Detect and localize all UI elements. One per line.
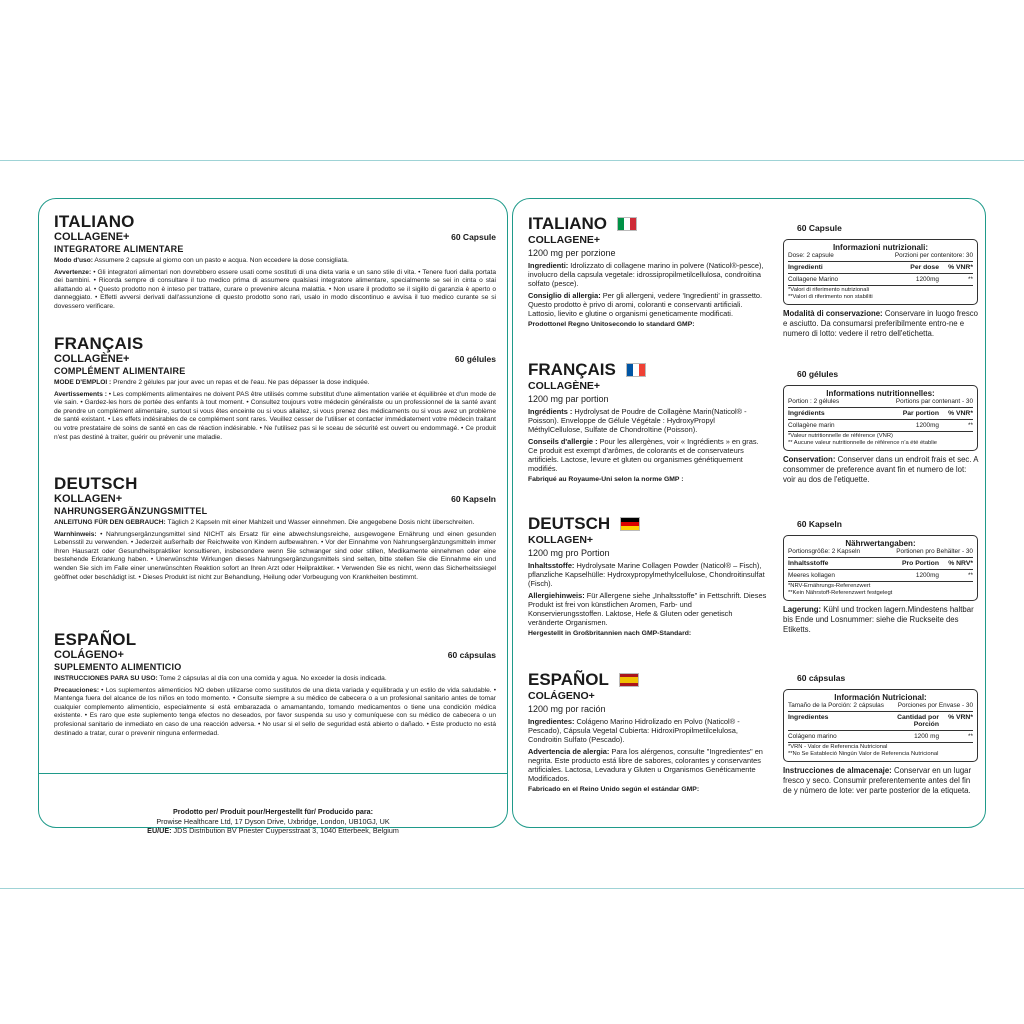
top-frame-line [0, 160, 1024, 161]
italy-flag-icon [617, 217, 637, 231]
usage-text: Modo d'uso: Assumere 2 capsule al giorno con un pasto e acqua. Non eccedere la dose consigliata. [54, 257, 349, 264]
product-name: COLÁGENO+ [54, 649, 124, 661]
capsule-count: 60 Kapseln [451, 494, 496, 504]
capsule-count: 60 Capsule [451, 232, 496, 242]
warnings-panel [38, 198, 508, 836]
left-section-francais [54, 335, 496, 442]
made-in-text: Hergestellt in Großbritannien nach GMP-Standard: [528, 630, 692, 637]
nutrition-table: Nährwertangaben: Portionsgröße: 2 Kapseln Portionen pro Behälter - 30 Inhaltsstoffe Pro Portion % NRV* Meeres kollagen 1200mg ** *NRV-Ernährungs-Referenzwert **Kein Nährstoff-Referenzwert festgelegt [783, 535, 978, 601]
usage-text: INSTRUCCIONES PARA SU USO: Tome 2 cápsulas al día con una comida y agua. No exceder la dosis indicada. [54, 675, 387, 682]
dose-per-serving: 1200 mg pro Portion [528, 548, 610, 558]
language-title: ITALIANO [54, 212, 135, 231]
ingredients-text: Ingrédients : Hydrolysat de Poudre de Collagène Marin(Naticol® - Poisson). Enveloppe de Gélule Végétale : HydroxyPropyl MéthylCellulose, Sulfate de Chondroïtine (Poisson). [528, 407, 747, 434]
capsule-count: 60 cápsulas [447, 650, 496, 660]
product-name: COLLAGENE+ [54, 231, 130, 243]
dose-per-serving: 1200 mg por ración [528, 704, 606, 714]
dose-per-serving: 1200 mg per porzione [528, 248, 616, 258]
language-title: DEUTSCH [54, 474, 138, 493]
ingredients-text: Ingredienti: Idrolizzato di collagene marino in polvere (Naticol®-pesce), involucro della capsula vegetale: idrossipropilmetilcellulosa, condroitina solfato (pesce). [528, 261, 764, 288]
product-category: COMPLÉMENT ALIMENTAIRE [54, 366, 186, 376]
made-in-text: Fabriqué au Royaume-Uni selon la norme GMP : [528, 476, 684, 483]
language-title: FRANÇAIS [54, 334, 144, 353]
france-flag-icon [626, 363, 646, 377]
capsule-count: 60 Capsule [797, 223, 842, 233]
product-name: KOLLAGEN+ [54, 493, 123, 505]
warnings-text: Avertissements : • Les compléments alimentaires ne doivent PAS être utilisés comme substitut d'une alimentation variée et équilibrée et d'un mode de vie sain. • Gardez-les hors de portée des enfants à tout moment. • Consultez toujours votre médecin généraliste ou un professionnel de la santé avant de prendre un complément alimentaire, surtout si vous êtes enceinte ou si vous allaitez, si vous prenez des médicaments ou si vous avez un problème de santé existant. • Les effets indésirables de ce complément sont rares. Veuillez cesser de l'utiliser et contacter immédiatement votre médecin traitant ou votre prestataire de soins de santé en cas de réaction indésirable. • Ne l'utilisez pas si le sceau de sécurité est ouvert ou endommagé. • Ce produit n'est pas destiné à traiter, guérir ou prévenir une maladie. [54, 390, 496, 441]
storage-text: Modalità di conservazione: Conservare in luogo fresco e asciutto. Da consumarsi preferibilmente entro-ne e numero di lotto: vedere il retro dell'etichetta. [783, 309, 979, 338]
product-name: COLLAGÈNE+ [528, 380, 601, 392]
nutrition-table: Informations nutritionnelles: Portion : 2 gélules Portions par contenant - 30 Ingrédients Par portion % VNR* Collagène marin 1200mg ** *Valeur nutritionnelle de référence (VNR) ** Aucune valeur nutritionnelle de référence n'a été établie [783, 385, 978, 451]
allergy-text: Conseils d'allergie : Pour les allergènes, voir « Ingrédients » en gras. Ce produit est exempt d'arômes, de colorants et de conservateurs artificiels. Lactose, levure et gluten ou organismes génétiquement modifiés. [528, 437, 759, 473]
allergy-text: Allergiehinweis: Für Allergene siehe „Inhaltsstoffe" in Fettschrift. Dieses Produkt ist frei von künstlichen Aromen, Farb- und Konservierungsstoffen. Laktose, Hefe & Gluten oder genetisch veränderte Organismen. [528, 591, 767, 627]
ingredients-text: Inhaltsstoffe: Hydrolysate Marine Collagen Powder (Naticol® – Fisch), pflanzliche Kapselhülle: Hydroxypropylmethylcellulose, Chondroitinsulfat (Fisch). [528, 561, 765, 588]
product-category: SUPLEMENTO ALIMENTICIO [54, 662, 182, 672]
capsule-count: 60 gélules [454, 354, 496, 364]
manufacturer-footer [39, 807, 507, 836]
storage-text: Lagerung: Kühl und trocken lagern.Mindestens haltbar bis Ende und Losnummer: siehe die Ruckseite des Etiketts. [783, 605, 974, 634]
dose-per-serving: 1200 mg par portion [528, 394, 609, 404]
product-name: COLLAGÈNE+ [54, 353, 130, 365]
warnings-text: Avvertenze: • Gli integratori alimentari non dovrebbero essere usati come sostituti di una dieta varia e un sano stile di vita. • Tenere fuori dalla portata dei bambini. • Ricorda sempre di consultare il tuo medico prima di assumere qualsiasi integratore alimentare, specialmente se sei in cinta o stai allattando al. • Questo prodotto non è inteso per trattare, curare o prevenire alcuna malattia. • Non usare il prodotto se il sigillo di garanzia è aperto o danneggiato. • Effetti avversi derivati dall'assunzione di questo prodotto sono rari, usalo in modo discontinuo e avvisa il tuo medico curante se si dovessero verificare. [54, 268, 496, 310]
usage-text: ANLEITUNG FÜR DEN GEBRAUCH: Täglich 2 Kapseln mit einer Mahlzeit und Wasser einnehmen. Die angegebene Dosis nicht überschreiten. [54, 519, 475, 526]
warnings-text: Precauciones: • Los suplementos alimenticios NO deben utilizarse como sustitutos de una dieta variada y equilibrada y un estilo de vida saludable. • Mantenga fuera del alcance de los niños en todo momento. • Consulte siempre a su médico de cabecera o a un profesional sanitario antes de tomar cualquier complemento alimenticio, especialmente si está embarazada o amamantando, tomando medicamentos o tiene una condición médica existente. • Es raro que este suplemento tenga efectos no deseados, por favor suspenda su uso y comuníquese con su médico de cabecera o un profesional sanitario de inmediato en caso de una reacción adversa. • No usar si el sello de seguridad está abierto o dañado. • Este producto no está destinado a tratar, curar o prevenir ninguna enfermedad. [54, 686, 496, 737]
nutrition-table: Información Nutricional: Tamaño de la Porción: 2 cápsulas Porciones por Envase - 30 Ingredientes Cantidad por Porción % VRN* Colágeno marino 1200 mg ** *VRN - Valor de Referencia Nutricional **No Se Estableció Ningún Valor de Referencia Nutricional [783, 689, 978, 762]
product-name: KOLLAGEN+ [528, 534, 594, 546]
made-in-text: Fabricado en el Reino Unido según el estándar GMP: [528, 786, 700, 793]
spain-flag-icon [619, 673, 639, 687]
language-title: ESPAÑOL [528, 670, 609, 689]
ingredients-text: Ingredientes: Colágeno Marino Hidrolizado en Polvo (Naticol® - Pescado), Cápsula Vegetal Cubierta: HidroxiPropilmetilcelulosa, Condroitin Sulfato (Pescado). [528, 717, 740, 744]
allergy-text: Advertencia de alergia: Para los alérgenos, consulte "Ingredientes" en negrita. Este producto está libre de sabores, colorantes y conservantes artificiales. Lactosa, Levadura y Gluten u Organismos Genéticamente Modificados. [528, 747, 763, 783]
allergy-text: Consiglio di allergia: Per gli allergeni, vedere 'Ingredienti' in grassetto. Questo prodotto è privo di aromi, coloranti e conservanti artificiali. Lattosio, lievito e glutine o organismi geneticamente modificati. [528, 291, 763, 318]
left-section-italiano [54, 213, 496, 312]
bottom-frame-line [0, 888, 1024, 889]
germany-flag-icon [620, 517, 640, 531]
product-category: INTEGRATORE ALIMENTARE [54, 244, 184, 254]
storage-text: Conservation: Conserver dans un endroit frais et sec. A consommer de preference avant fin et numero de lot: voir au dos de l'etiquette. [783, 455, 979, 484]
footer-address-eu: EU/UE: JDS Distribution BV Priester Cuypersstraat 3, 1040 Etterbeek, Belgium [147, 826, 399, 836]
product-category: NAHRUNGSERGÄNZUNGSMITTEL [54, 506, 208, 516]
storage-text: Instrucciones de almacenaje: Conservar en un lugar fresco y seco. Consumir preferentemente antes del fin de y número de lote: ver parte posterior de la etiqueta. [783, 766, 972, 795]
capsule-count: 60 Kapseln [797, 519, 842, 529]
footer-address-uk: Prowise Healthcare Ltd, 17 Dyson Drive, Uxbridge, London, UB10GJ, UK [156, 816, 390, 826]
ingredients-panel [512, 198, 986, 828]
language-title: ESPAÑOL [54, 630, 137, 649]
warnings-text: Warnhinweis: • Nahrungsergänzungsmittel sind NICHT als Ersatz für eine abwechslungsreiche, ausgewogene Ernährung und einen gesunden Lebensstil zu verwenden. • Jederzeit außerhalb der Reichweite von Kindern aufbewahren. • Vor der Einnahme von Nahrungsergänzungsmitteln immer Ihren Hausarzt oder Gesundheitspraktiker konsultieren, insbesondere wenn Sie schwanger sind oder stillen, Medikamente einnehmen oder eine bestehende Erkrankung haben. • Unerwünschte Wirkungen dieses Nahrungsergänzungsmittels sind selten, bitte stellen Sie die Einnahme ein und wenden Sie sich im Falle einer unerwünschten Reaktion sofort an Ihren Arzt oder Heilpraktiker. • Verwenden Sie es nicht, wenn das Sicherheitssiegel geöffnet oder beschädigt ist. • Dieses Produkt ist nicht zur Behandlung, Heilung oder Vorbeugung von Krankheiten bestimmt. [54, 530, 496, 581]
made-in-text: Prodottonel Regno Unitosecondo lo standard GMP: [528, 321, 695, 328]
footer-produced-for: Prodotto per/ Produit pour/Hergestellt für/ Producido para: [172, 807, 374, 816]
capsule-count: 60 cápsulas [797, 673, 846, 683]
language-title: FRANÇAIS [528, 360, 616, 379]
usage-text: MODE D'EMPLOI : Prendre 2 gélules par jour avec un repas et de l'eau. Ne pas dépasser la dose indiquée. [54, 379, 370, 386]
left-section-espanol [54, 631, 496, 738]
language-title: ITALIANO [528, 214, 608, 233]
capsule-count: 60 gélules [797, 369, 839, 379]
nutrition-table: Informazioni nutrizionali: Dose: 2 capsule Porzioni per contenitore: 30 Ingredienti Per dose % VNR* Collagene Marino 1200mg ** *Valori di riferimento nutrizionali **Valori di riferimento non stabiliti [783, 239, 978, 305]
product-name: COLÁGENO+ [528, 690, 595, 702]
footer-divider [39, 773, 507, 774]
product-name: COLLAGENE+ [528, 234, 601, 246]
left-section-deutsch [54, 475, 496, 582]
language-title: DEUTSCH [528, 514, 611, 533]
